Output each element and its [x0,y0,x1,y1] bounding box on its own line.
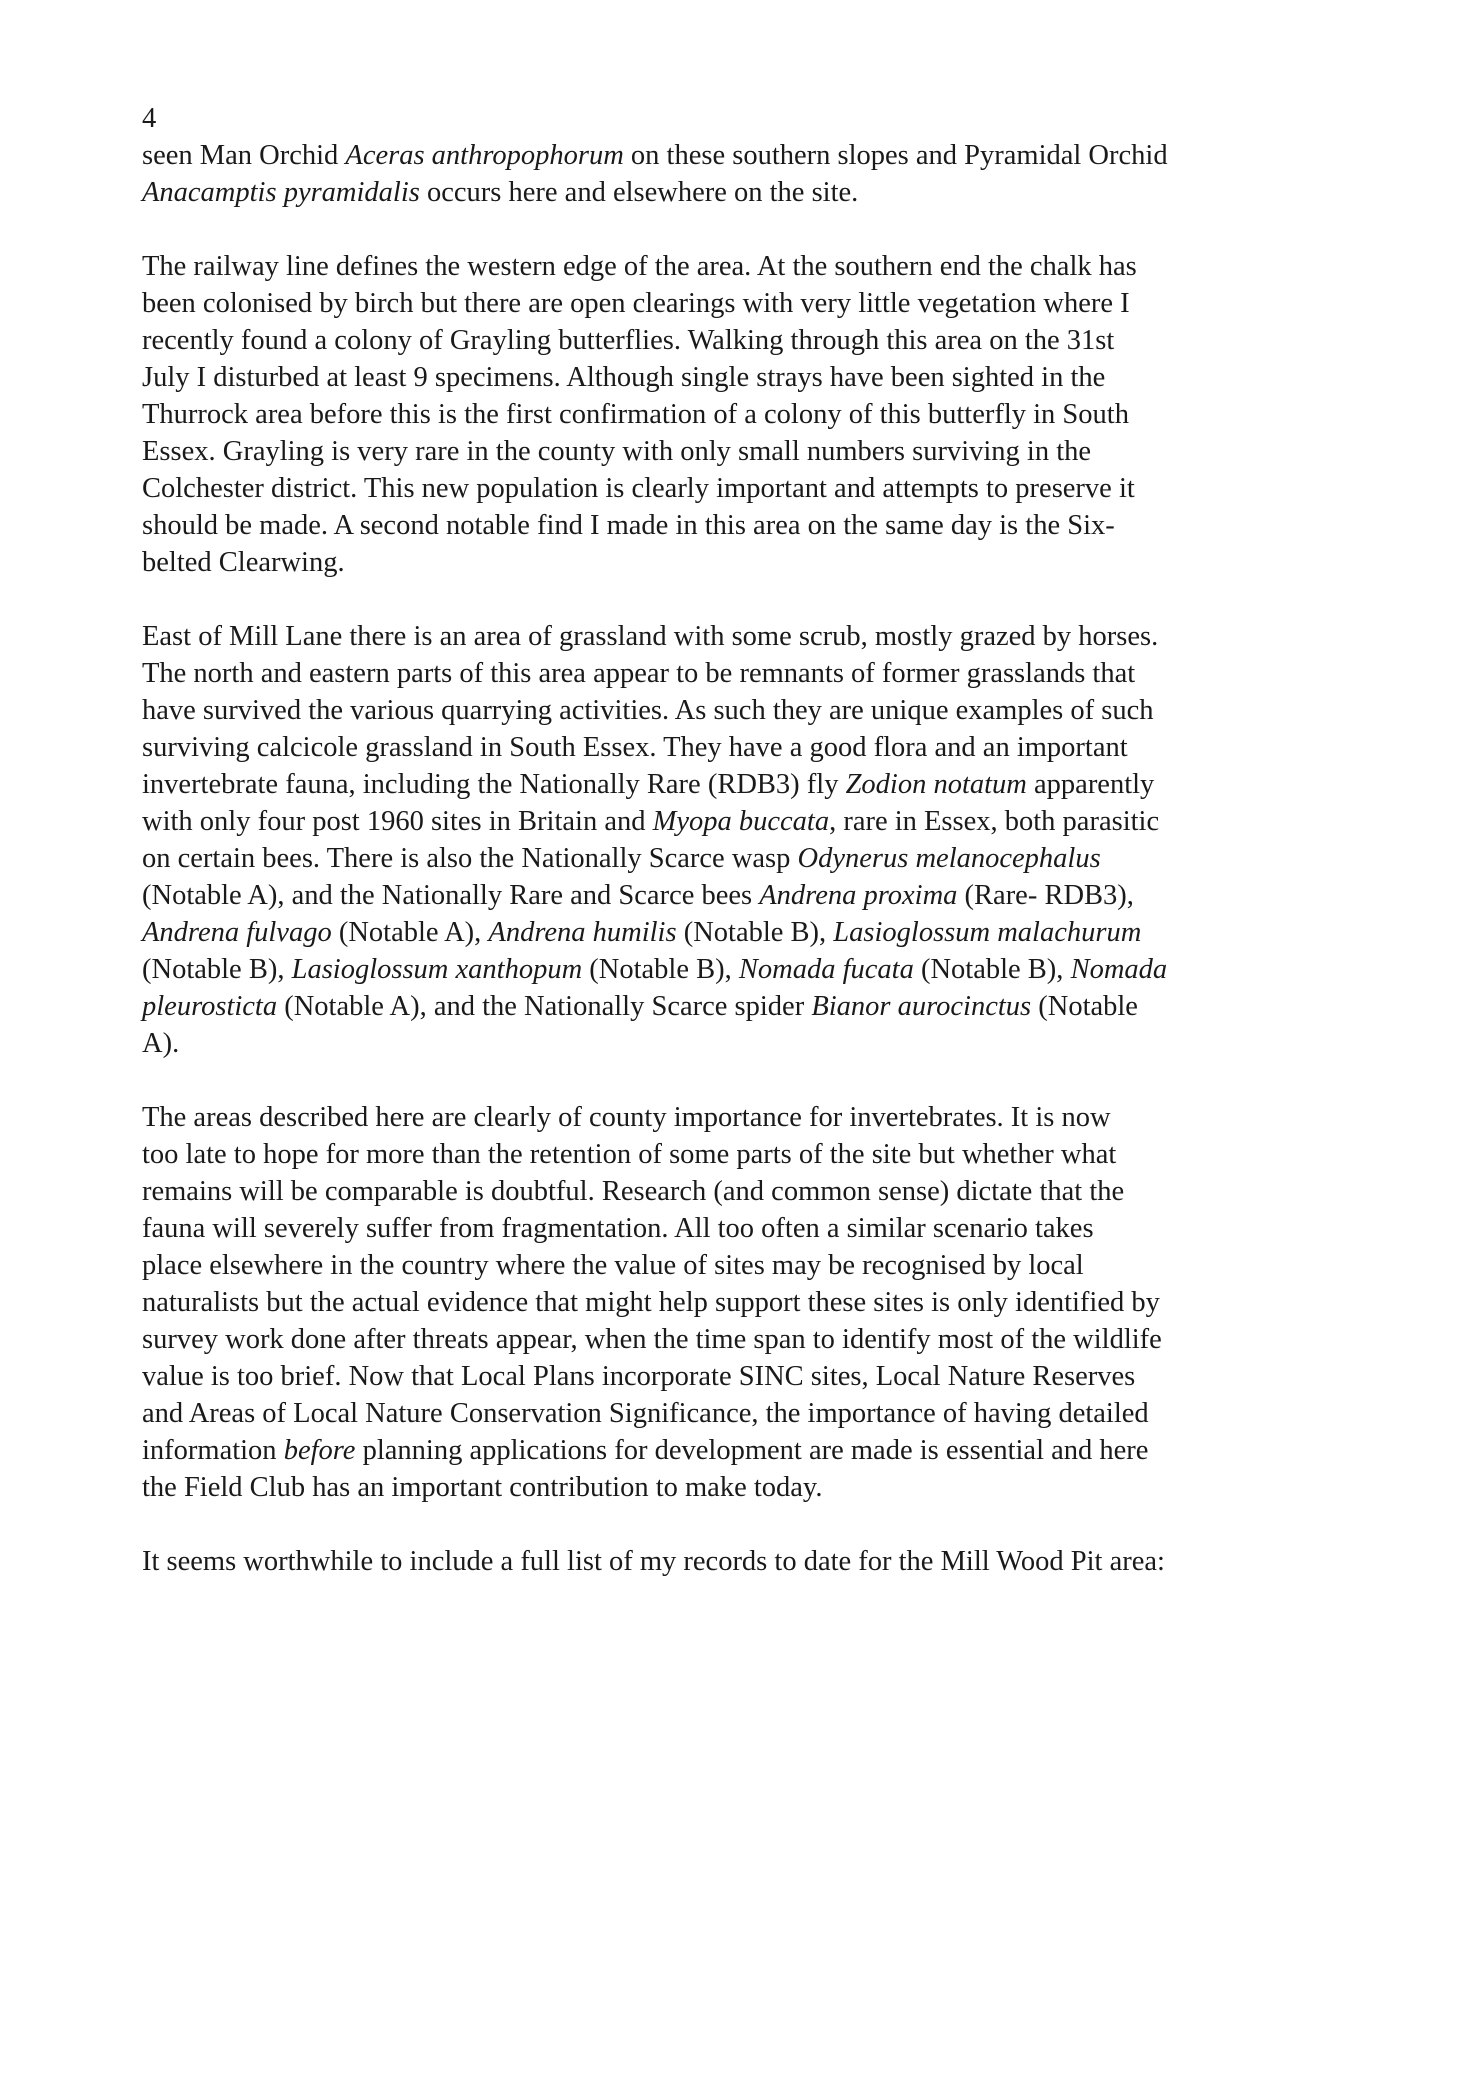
text-line [142,729,1322,766]
paragraph [142,1099,1322,1506]
species-name: Andrena proxima [759,880,958,911]
text-segment: have survived the various quarrying activities. As such they are unique examples of such [142,695,1154,726]
text-segment: remains will be comparable is doubtful. Research (and common sense) dictate that the [142,1176,1125,1207]
text-segment: The north and eastern parts of this area appear to be remnants of former grasslands that [142,658,1136,689]
paragraph [142,248,1322,581]
text-segment: invertebrate fauna, including the Nationally Rare (RDB3) fly [142,769,846,800]
species-name: Lasioglossum malachurum [833,917,1142,948]
text-line [142,248,1322,285]
text-segment: the Field Club has an important contribution to make today. [142,1472,823,1503]
text-line [142,618,1322,655]
text-segment: (Notable B), [142,954,292,985]
species-name: Anacamptis pyramidalis [142,177,420,208]
page-number: 4 [142,103,157,134]
text-line [142,1136,1322,1173]
text-segment: (Notable B), [676,917,834,948]
text-line [142,359,1322,396]
species-name: Nomada fucata [738,954,914,985]
text-line [142,1099,1322,1136]
text-segment: (Notable B), [582,954,739,985]
text-segment: occurs here and elsewhere on the site. [419,177,859,208]
paragraph [142,137,1322,211]
text-segment: (Rare- RDB3), [957,880,1134,911]
text-line [142,285,1322,322]
text-segment: East of Mill Lane there is an area of grassland with some scrub, mostly grazed by horses. [142,621,1159,652]
text-segment: too late to hope for more than the retention of some parts of the site but whether what [142,1139,1117,1170]
text-line [142,655,1322,692]
text-segment: July I disturbed at least 9 specimens. Although single strays have been sighted in the [142,362,1106,393]
text-line [142,322,1322,359]
text-line [142,1543,1322,1580]
text-segment: apparently [1026,769,1155,800]
text-segment: Thurrock area before this is the first confirmation of a colony of this butterfly in South [142,399,1129,430]
text-line [142,470,1322,507]
text-segment: belted Clearwing. [142,547,345,578]
species-name: Andrena fulvago [142,917,332,948]
species-name: Andrena humilis [488,917,677,948]
text-segment: surviving calcicole grassland in South Essex. They have a good flora and an important [142,732,1128,763]
text-segment: recently found a colony of Grayling butterflies. Walking through this area on the 31st [142,325,1115,356]
text-line [142,1321,1322,1358]
text-line [142,988,1322,1025]
text-segment: Colchester district. This new population is clearly important and attempts to preserve it [142,473,1135,504]
paragraph [142,618,1322,1062]
text-segment: (Notable A), [331,917,489,948]
text-line [142,1210,1322,1247]
text-line [142,137,1322,174]
text-line [142,544,1322,581]
text-line [142,1395,1322,1432]
text-line [142,1284,1322,1321]
text-segment: on certain bees. There is also the Nationally Scarce wasp [142,843,798,874]
species-name: Bianor aurocinctus [811,991,1032,1022]
species-name: Odynerus melanocephalus [797,843,1101,874]
text-segment: should be made. A second notable find I made in this area on the same day is the Six- [142,510,1115,541]
text-segment: on these southern slopes and Pyramidal Orchid [623,140,1168,171]
text-line [142,396,1322,433]
text-line [142,766,1322,803]
text-line [142,507,1322,544]
text-segment: (Notable B), [913,954,1071,985]
text-segment: survey work done after threats appear, when the time span to identify most of the wildlife [142,1324,1162,1355]
text-segment: place elsewhere in the country where the value of sites may be recognised by local [142,1250,1084,1281]
text-line [142,692,1322,729]
text-segment: with only four post 1960 sites in Britain and [142,806,653,837]
text-line [142,1173,1322,1210]
body-text [142,137,1322,1580]
text-segment: seen Man Orchid [142,140,346,171]
text-line [142,914,1322,951]
text-line [142,877,1322,914]
text-line [142,1469,1322,1506]
text-segment: information [142,1435,284,1466]
text-segment: Essex. Grayling is very rare in the county with only small numbers surviving in the [142,436,1092,467]
text-segment: (Notable [1031,991,1138,1022]
text-segment: value is too brief. Now that Local Plans incorporate SINC sites, Local Nature Reserves [142,1361,1136,1392]
text-segment: (Notable A), and the Nationally Rare and Scarce bees [142,880,760,911]
text-segment: fauna will severely suffer from fragmentation. All too often a similar scenario takes [142,1213,1094,1244]
text-segment: (Notable A), and the Nationally Scarce spider [277,991,812,1022]
text-segment: been colonised by birch but there are open clearings with very little vegetation where I [142,288,1130,319]
text-segment: and Areas of Local Nature Conservation Significance, the importance of having detailed [142,1398,1149,1429]
text-line [142,840,1322,877]
species-name: before [283,1435,356,1466]
document-page [142,100,1322,1617]
text-line [142,1247,1322,1284]
text-segment: The areas described here are clearly of county importance for invertebrates. It is now [142,1102,1111,1133]
text-segment: It seems worthwhile to include a full list of my records to date for the Mill Wood Pit area: [142,1546,1165,1577]
text-line [142,951,1322,988]
species-name: Myopa buccata [652,806,830,837]
paragraph [142,1543,1322,1580]
text-line [142,1432,1322,1469]
text-line [142,433,1322,470]
text-segment: naturalists but the actual evidence that might help support these sites is only identified by [142,1287,1160,1318]
text-line [142,174,1322,211]
species-name: Zodion notatum [845,769,1027,800]
species-name: Nomada [1070,954,1168,985]
species-name: Aceras anthropophorum [345,140,624,171]
text-line [142,803,1322,840]
text-segment: The railway line defines the western edge of the area. At the southern end the chalk has [142,251,1137,282]
species-name: Lasioglossum xanthopum [291,954,583,985]
text-segment: planning applications for development are made is essential and here [355,1435,1149,1466]
species-name: pleurosticta [142,991,278,1022]
text-line [142,1358,1322,1395]
text-segment: , rare in Essex, both parasitic [829,806,1160,837]
text-line [142,1025,1322,1062]
text-segment: A). [142,1028,180,1059]
